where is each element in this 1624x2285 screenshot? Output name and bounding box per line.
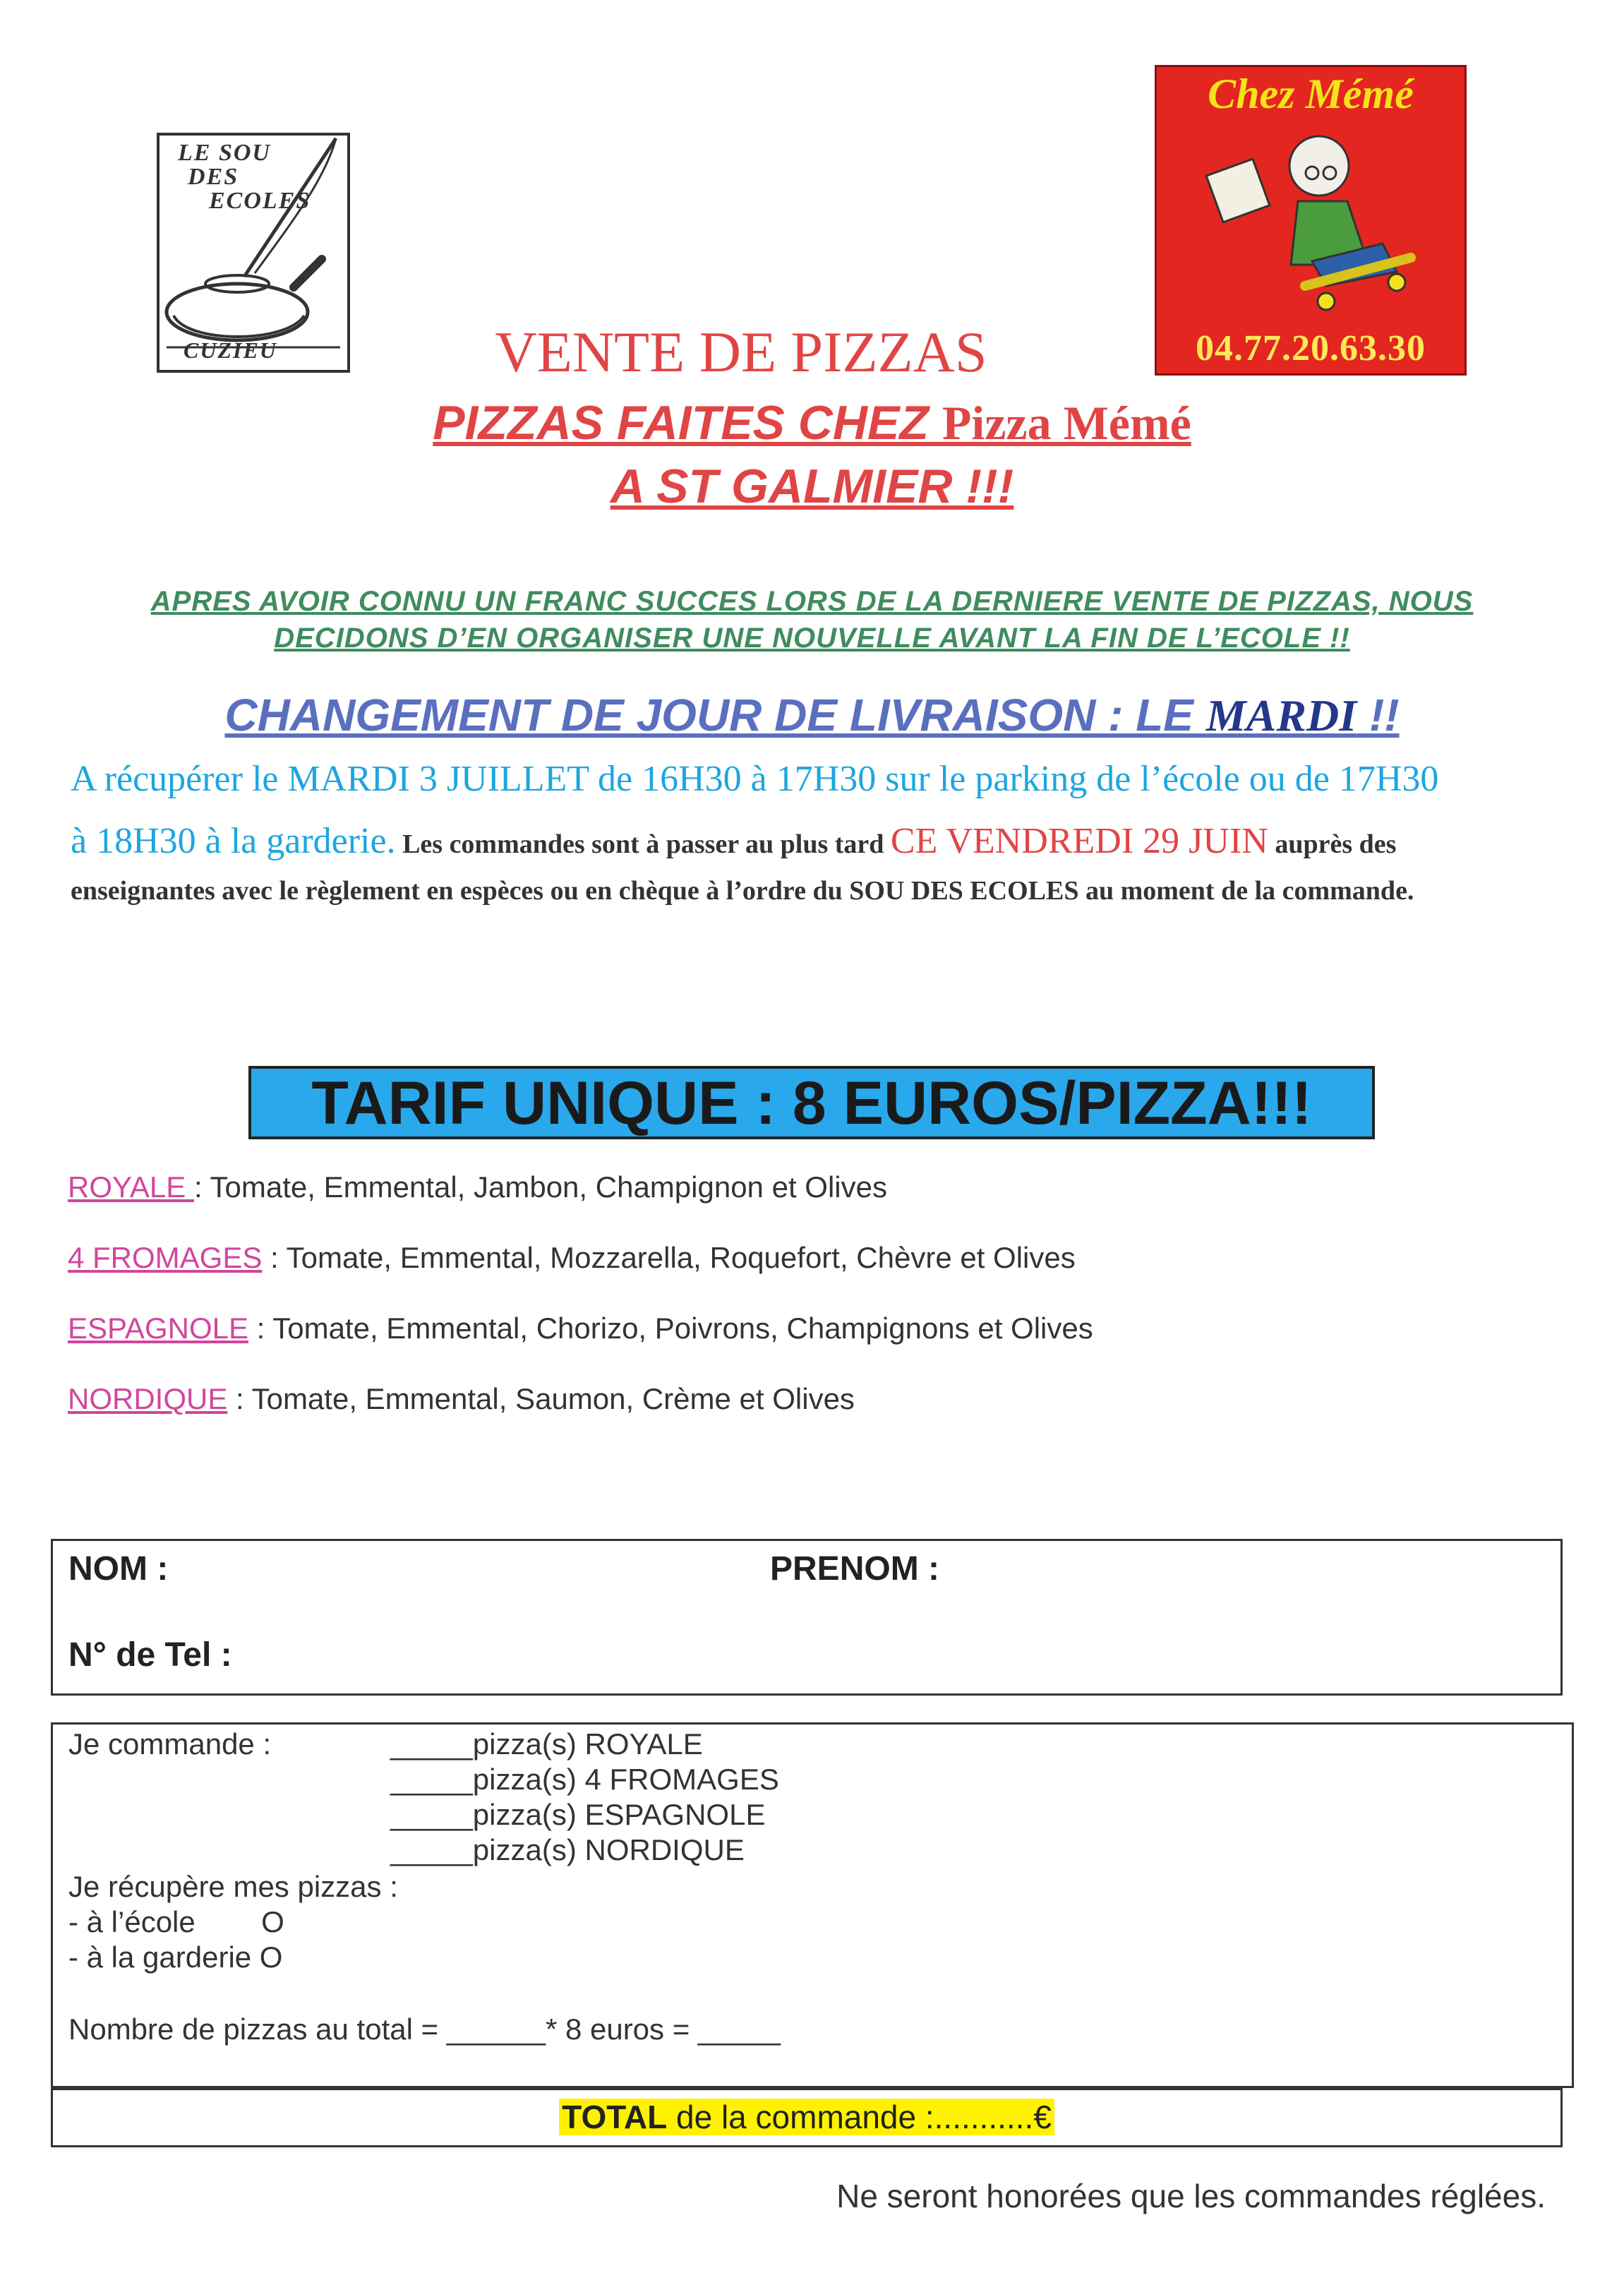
price-banner: TARIF UNIQUE : 8 EUROS/PIZZA!!! — [248, 1066, 1375, 1139]
pizza-desc: : Tomate, Emmental, Chorizo, Poivrons, Champignons et Olives — [248, 1312, 1093, 1345]
delivery-details — [71, 748, 1553, 881]
subtitle-brand: Pizza Mémé — [942, 396, 1191, 450]
order-line-4-fromages: _____pizza(s) 4 FROMAGES — [390, 1763, 779, 1796]
recupere-label: Je récupère mes pizzas : — [68, 1870, 398, 1903]
pizza-name: ESPAGNOLE — [68, 1312, 248, 1345]
order-line-espagnole: _____pizza(s) ESPAGNOLE — [390, 1798, 766, 1831]
delivery-aupres: auprès des — [1268, 829, 1397, 859]
change-day: MARDI — [1205, 690, 1357, 740]
option-ecole: - à l’école O — [68, 1905, 284, 1938]
change-prefix: CHANGEMENT DE JOUR DE LIVRAISON : LE — [224, 690, 1206, 740]
total-label: TOTAL — [562, 2099, 668, 2135]
logo-line3: ECOLES — [209, 188, 311, 214]
pizza-desc: : Tomate, Emmental, Jambon, Champignon et Olives — [193, 1170, 887, 1204]
pizza-desc: : Tomate, Emmental, Saumon, Crème et Olives — [227, 1382, 855, 1415]
pizza-name: ROYALE — [68, 1170, 194, 1204]
logo-line1: LE SOU — [178, 140, 271, 166]
change-suffix: !! — [1357, 690, 1400, 740]
logo-phone: 04.77.20.63.30 — [1196, 328, 1426, 368]
delivery-orders: Les commandes sont à passer au plus tard — [395, 829, 891, 859]
footer-note: Ne seront honorées que les commandes réglées. — [836, 2178, 1546, 2214]
pizza-desc: : Tomate, Emmental, Mozzarella, Roquefort, Chèvre et Olives — [262, 1241, 1076, 1274]
subtitle-pizzeria — [0, 395, 1624, 451]
delivery-line1: A récupérer le MARDI 3 JUILLET de 16H30 à 17H30 sur le parking de l’école ou de 17H30 — [71, 759, 1439, 799]
option-garderie: - à la garderie O — [68, 1941, 283, 1974]
pizza-name: NORDIQUE — [68, 1382, 228, 1415]
contact-box — [51, 1539, 1563, 1696]
order-box — [51, 1722, 1574, 2088]
pizza-item-nordique — [68, 1382, 855, 1416]
delivery-line2 — [71, 810, 1553, 881]
intro-line2: DECIDONS D’EN ORGANISER UNE NOUVELLE AVANT LA FIN DE L’ECOLE !! — [274, 623, 1350, 654]
chez-meme-logo — [1155, 65, 1467, 376]
tel-label: N° de Tel : — [68, 1636, 232, 1674]
logo-line2: DES — [188, 164, 239, 190]
logo-town: CUZIEU — [184, 337, 277, 363]
order-line-nordique: _____pizza(s) NORDIQUE — [390, 1833, 745, 1866]
subtitle-town: A ST GALMIER !!! — [610, 460, 1014, 513]
delivery-line3: enseignantes avec le règlement en espèces ou en chèque à l’ordre du SOU DES ECOLES au moment de la commande. — [71, 876, 1414, 906]
page-title: VENTE DE PIZZAS — [495, 320, 987, 384]
delivery-garderie: à 18H30 à la garderie. — [71, 821, 396, 861]
delivery-change-heading — [0, 689, 1624, 742]
total-box — [51, 2088, 1563, 2147]
order-line-royale: _____pizza(s) ROYALE — [390, 1727, 703, 1761]
inkwell-quill-icon — [160, 136, 347, 370]
je-commande-label: Je commande : — [68, 1727, 272, 1761]
sou-des-ecoles-logo — [157, 133, 350, 373]
total-rest: de la commande :...........€ — [667, 2099, 1052, 2135]
total-pizzas-line: Nombre de pizzas au total = ______* 8 euros = _____ — [68, 2013, 781, 2046]
intro-text — [0, 583, 1624, 656]
pizza-item-4-fromages — [68, 1241, 1076, 1275]
subtitle-prefix: PIZZAS FAITES CHEZ — [433, 396, 942, 450]
delivery-deadline: CE VENDREDI 29 JUIN — [890, 821, 1268, 861]
pizza-name: 4 FROMAGES — [68, 1241, 263, 1274]
pizza-item-royale — [68, 1170, 887, 1204]
grandma-skateboard-pizza-icon — [1199, 124, 1432, 321]
pizza-item-espagnole — [68, 1312, 1093, 1345]
nom-label: NOM : — [68, 1550, 169, 1588]
logo-brand: Chez Mémé — [1208, 71, 1414, 117]
intro-line1: APRES AVOIR CONNU UN FRANC SUCCES LORS DE LA DERNIERE VENTE DE PIZZAS, NOUS — [150, 586, 1474, 617]
prenom-label: PRENOM : — [770, 1550, 939, 1588]
total-highlight — [559, 2099, 1054, 2135]
